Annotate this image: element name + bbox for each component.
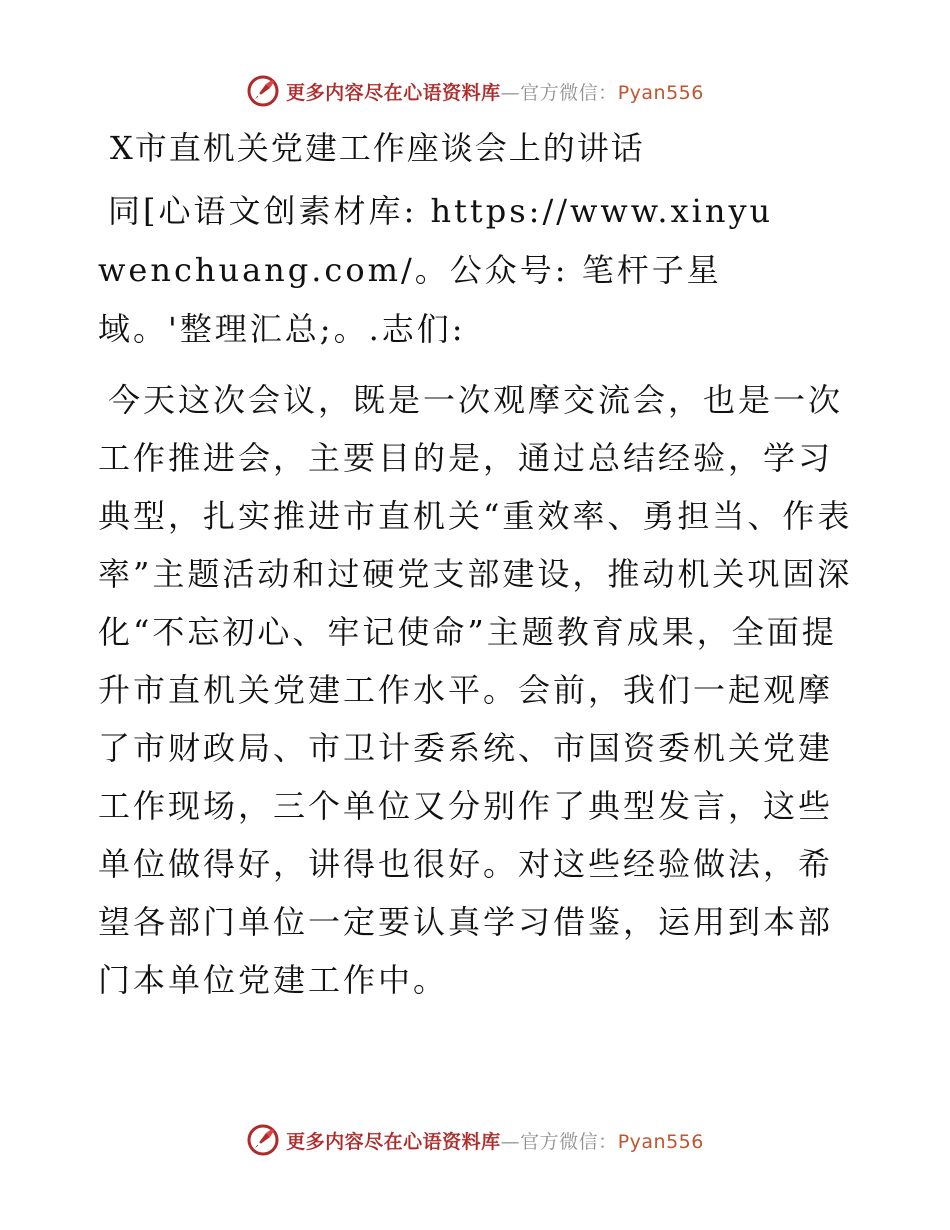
pen-nib-circle-icon	[246, 1123, 280, 1157]
document-title: X市直机关党建工作座谈会上的讲话	[110, 129, 645, 167]
footer-watermark-inner	[246, 1123, 704, 1157]
watermark-dash: —	[500, 1130, 521, 1153]
document-paragraph-2: 今天这次会议，既是一次观摩交流会，也是一次工作推进会，主要目的是，通过总结经验，学习典型，扎实推进市直机关“重效率、勇担当、作表率”主题活动和过硬党支部建设，推动机关巩固深化“不忘初心、牢记使命”主题教育成果，全面提升市直机关党建工作水平。会前，我们一起观摩了市财政局、市卫计委系统、市国资委机关党建工作现场，三个单位又分别作了典型发言，这些单位做得好，讲得也很好。对这些经验做法，希望各部门单位一定要认真学习借鉴，运用到本部门本单位党建工作中。	[98, 381, 853, 999]
watermark-text	[286, 78, 704, 105]
watermark-wechat-label: 官方微信：	[520, 81, 618, 104]
watermark-text	[286, 1127, 704, 1154]
pen-nib-circle-icon	[246, 74, 280, 108]
watermark-account: Pyan556	[617, 1130, 704, 1153]
document-paragraph-1: 同[心语文创素材库: https://www.xinyuwenchuang.com/。公众号: 笔杆子星域。'整理汇总;。.志们:	[98, 192, 774, 348]
footer-watermark-banner	[0, 1120, 950, 1160]
document-body	[98, 124, 858, 1021]
watermark-wechat-label: 官方微信：	[520, 1130, 618, 1153]
watermark-brand: 更多内容尽在心语资料库	[286, 1130, 501, 1153]
watermark-account: Pyan556	[617, 81, 704, 104]
watermark-brand: 更多内容尽在心语资料库	[286, 81, 501, 104]
header-watermark-banner	[0, 71, 950, 111]
watermark-dash: —	[500, 81, 521, 104]
header-watermark-inner	[246, 74, 704, 108]
